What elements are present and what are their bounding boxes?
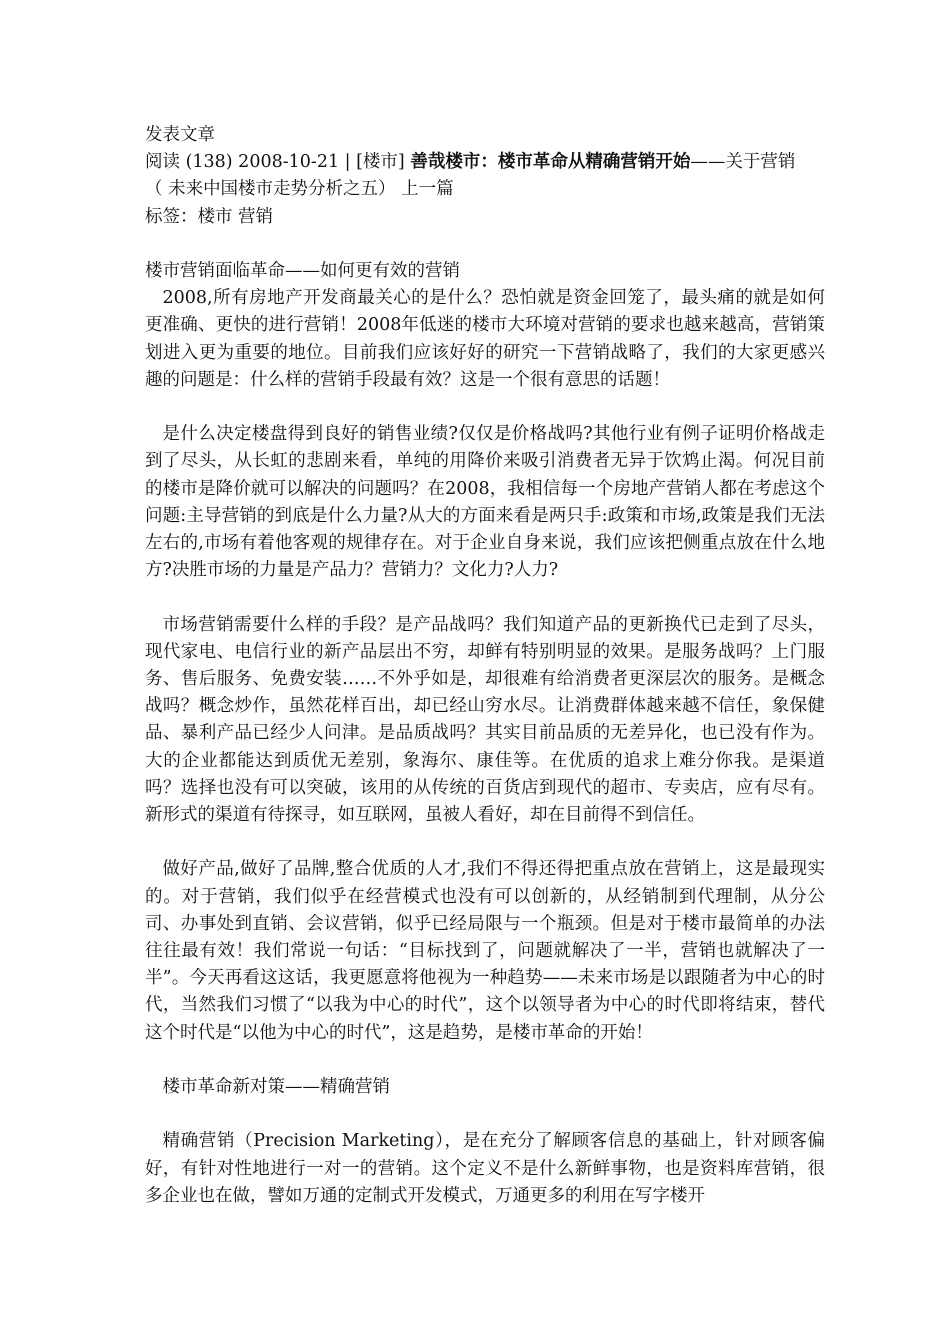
spacer (145, 231, 825, 258)
paragraph-1-text: 2008,所有房地产开发商最关心的是什么？恐怕就是资金回笼了，最头痛的就是如何更准确、更快的进行营销！2008年低迷的楼市大环境对营销的要求也越来越高，营销策划进入更为重要的地位。目前我们应该好好的研究一下营销战略了，我们的大家更感兴趣的问题是：什么样的营销手段最有效？这是一个很有意思的话题！ (145, 288, 825, 390)
paragraph-5 (145, 1128, 825, 1210)
section-heading-2-block (145, 1074, 825, 1101)
meta-info: 阅读 (138) 2008-10-21 | [楼市] (145, 152, 411, 173)
paragraph-3-text: 市场营销需要什么样的手段？是产品战吗？我们知道产品的更新换代已走到了尽头，现代家电、电信行业的新产品层出不穷，却鲜有特别明显的效果。是服务战吗？上门服务、售后服务、免费安装……不外乎如是，却很难有给消费者更深层次的服务。是概念战吗？概念炒作，虽然花样百出，却已经山穷水尽。让消费群体越来越不信任，象保健品、暴利产品已经少人问津。是品质战吗？其实目前品质的无差异化，也已没有作为。大的企业都能达到质优无差别，象海尔、康佳等。在优质的追求上难分你我。是渠道吗？选择也没有可以突破，该用的从传统的百货店到现代的超市、专卖店，应有尽有。新形式的渠道有待探寻，如互联网，虽被人看好，却在目前得不到信任。 (145, 614, 825, 826)
paragraph-5-text: 精确营销（Precision Marketing），是在充分了解顾客信息的基础上，针对顾客偏好，有针对性地进行一对一的营销。这个定义不是什么新鲜事物，也是资料库营销，很多企业也在做，譬如万通的定制式开发模式，万通更多的利用在写字楼开 (145, 1131, 825, 1206)
spacer (145, 1047, 825, 1074)
publish-label: 发表文章 (145, 125, 215, 145)
spacer (145, 1101, 825, 1128)
section-heading-1: 楼市营销面临革命——如何更有效的营销 (145, 261, 460, 281)
paragraph-4 (145, 856, 825, 1046)
paragraph-1 (145, 285, 825, 394)
spacer (145, 584, 825, 611)
article-subtitle[interactable]: （ 未来中国楼市走势分析之五） 上一篇 (145, 179, 454, 200)
article-title-rest: ——关于营销 (690, 152, 796, 173)
paragraph-4-text: 做好产品,做好了品牌,整合优质的人才,我们不得还得把重点放在营销上，这是最现实的。对于营销，我们似乎在经营模式也没有可以创新的，从经销制到代理制，从分公司、办事处到直销、会议营销，似乎已经局限与一个瓶颈。但是对于楼市最简单的办法往往最有效！我们常说一句话：“目标找到了，问题就解决了一半，营销也就解决了一半”。今天再看这这话，我更愿意将他视为一种趋势——未来市场是以跟随者为中心的时代，当然我们习惯了“以我为中心的时代”，这个以领导者为中心的时代即将结束，替代这个时代是“以他为中心的时代”，这是趋势，是楼市革命的开始！ (145, 859, 825, 1043)
article-title[interactable]: 善哉楼市：楼市革命从精确营销开始 (410, 152, 691, 173)
article-tags[interactable]: 标签：楼市 营销 (145, 206, 274, 227)
paragraph-2-text: 是什么决定楼盘得到良好的销售业绩?仅仅是价格战吗?其他行业有例子证明价格战走到了尽头，从长虹的悲剧来看，单纯的用降价来吸引消费者无异于饮鸩止渴。何况目前的楼市是降价就可以解决的问题吗？在2008，我相信每一个房地产营销人都在考虑这个问题:主导营销的到底是什么力量?从大的方面来看是两只手:政策和市场,政策是我们无法左右的,市场有着他客观的规律存在。对于企业自身来说，我们应该把侧重点放在什么地方?决胜市场的力量是产品力？营销力？文化力?人力? (145, 424, 825, 581)
article-page (145, 122, 825, 1210)
article-meta (145, 149, 825, 176)
spacer (145, 394, 825, 421)
paragraph-3 (145, 612, 825, 830)
spacer (145, 829, 825, 856)
section-heading-2: 楼市革命新对策——精确营销 (162, 1077, 390, 1098)
paragraph-2 (145, 421, 825, 584)
